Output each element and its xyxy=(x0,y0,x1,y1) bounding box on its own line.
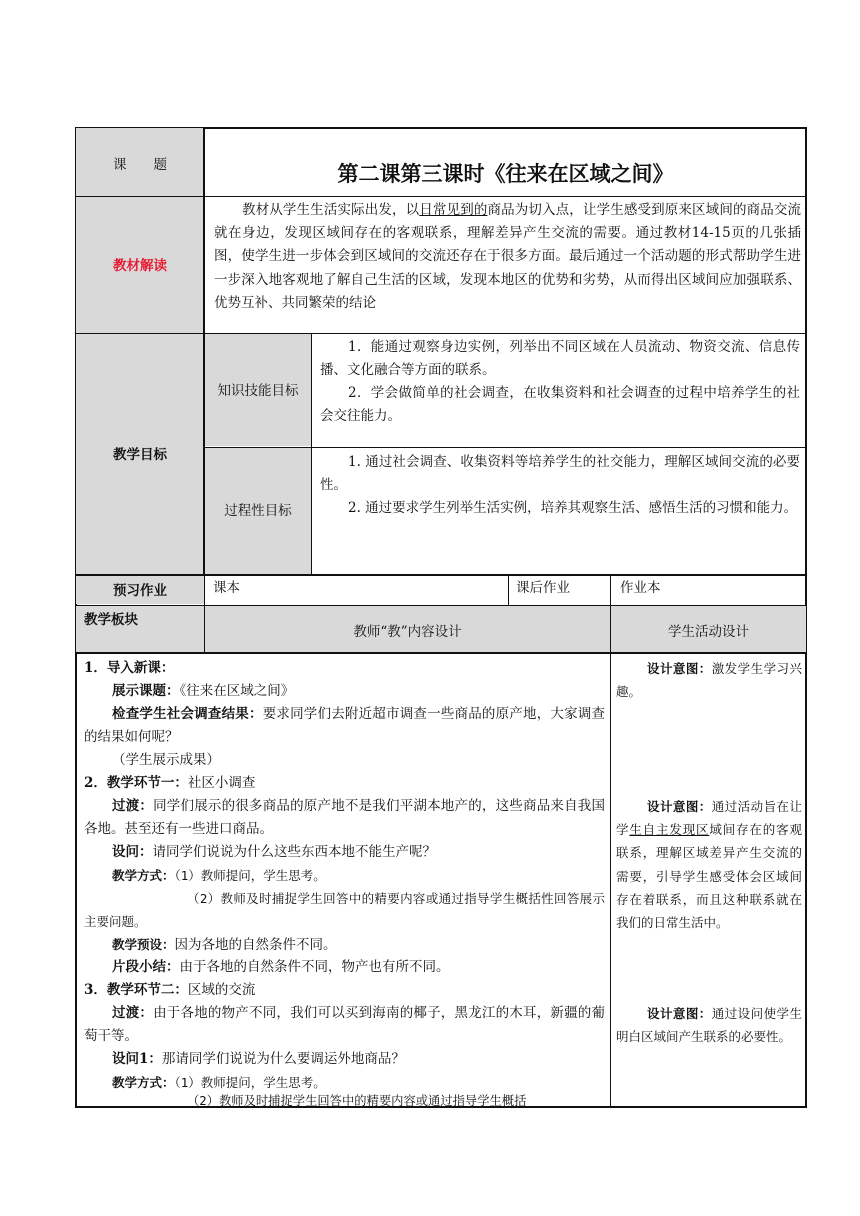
student-column-header: 学生活动设计 xyxy=(668,624,749,640)
section-3-heading: 3．教学环节二：区域的交流 xyxy=(84,982,256,998)
after-class-value: 作业本 xyxy=(620,580,661,596)
teacher-column-header: 教师“教”内容设计 xyxy=(353,624,462,640)
section-2-preset: 教学预设：因为各地的自然条件不同。 xyxy=(112,937,337,953)
show-topic-line: 展示课题：《往来在区域之间》 xyxy=(112,683,295,699)
section-2-heading: 2．教学环节一：社区小调查 xyxy=(84,775,256,791)
section-2-method: 教学方式：（1）教师提问，学生思考。 xyxy=(112,868,326,883)
objectives-label: 教学目标 xyxy=(113,447,167,463)
process-goal-2: 2. 通过要求学生列举生活实例，培养其观察生活、感悟生活的习惯和能力。 xyxy=(348,500,798,516)
preview-value: 课本 xyxy=(213,580,240,596)
rule xyxy=(204,447,807,448)
design-intent-1: 设计意图：激发学生学习兴趣。 xyxy=(616,661,802,700)
rule xyxy=(508,574,509,605)
check-survey-text: 检查学生社会调查结果：要求同学们去附近超市调查一些商品的原产地，大家调查的结果如何呢？ xyxy=(84,706,606,746)
textbook-text: 教材从学生生活实际出发，以日常见到的商品为切入点，让学生感受到原来区域间的商品交流就在身边，发现区域间存在的客观联系，理解差异产生交流的需要。通过教材14-15页的几张插图，使学生进一步体会到区域间的交流还存在于很多方面。最后通过一个活动题的形式帮助学生进一步深入地客观地了解自己生活的区域，发现本地区的优势和劣势，从而得出区域间应加强联系、优势互补、共同繁荣的结论 xyxy=(214,202,802,311)
knowledge-label: 知识技能目标 xyxy=(217,383,299,399)
knowledge-goal-1: 1．能通过观察身边实例，列举出不同区域在人员流动、物资交流、信息传播、文化融合等方面的联系。 xyxy=(320,339,800,379)
topic-label: 课 题 xyxy=(113,157,167,173)
section-3-method-2: （2）教师及时捕捉学生回答中的精要内容或通过指导学生概括 xyxy=(187,1094,527,1108)
rule xyxy=(75,574,807,576)
section-3-method: 教学方式：（1）教师提问，学生思考。 xyxy=(112,1075,326,1090)
page-title: 第二课第三课时《往来在区域之间》 xyxy=(337,162,674,186)
rule xyxy=(610,574,611,1108)
after-class-label: 课后作业 xyxy=(516,580,570,596)
section-2-question: 设问：请同学们说说为什么这些东西本地不能生产呢？ xyxy=(112,844,436,860)
textbook-label: 教材解读 xyxy=(113,258,167,274)
section-1-heading: 1．导入新课： xyxy=(84,660,175,676)
rule xyxy=(75,333,807,334)
section-2-method-2: （2）教师及时捕捉学生回答中的精要内容或通过指导学生概括性回答展示主要问题。 xyxy=(84,891,605,930)
section-3-question: 设问1：那请同学们说说为什么要调运外地商品？ xyxy=(112,1051,405,1067)
design-intent-3: 设计意图：通过设问使学生明白区域间产生联系的必要性。 xyxy=(616,1006,802,1045)
process-goal-1: 1. 通过社会调查、收集资料等培养学生的社交能力，理解区域间交流的必要性。 xyxy=(320,454,800,494)
section-2-summary: 片段小结：由于各地的自然条件不同，物产也有所不同。 xyxy=(112,959,450,975)
rule xyxy=(75,652,807,654)
block-label: 教学板块 xyxy=(84,612,138,628)
design-intent-2: 设计意图：通过活动旨在让学生自主发现区域间存在的客观联系，理解区域差异产生交流的需要，引导学生感受体会区域间存在着联系，而且这种联系就在我们的日常生活中。 xyxy=(616,799,802,931)
rule xyxy=(75,605,807,606)
knowledge-goal-2: 2．学会做简单的社会调查，在收集资料和社会调查的过程中培养学生的社会交往能力。 xyxy=(320,385,800,425)
student-show-note: （学生展示成果） xyxy=(112,752,220,768)
rule xyxy=(311,333,312,574)
section-3-transition: 过渡：由于各地的物产不同，我们可以买到海南的椰子，黑龙江的木耳，新疆的葡萄干等。 xyxy=(84,1005,606,1045)
process-label: 过程性目标 xyxy=(224,503,292,519)
rule xyxy=(75,196,807,197)
preview-label: 预习作业 xyxy=(113,583,167,599)
section-2-transition: 过渡：同学们展示的很多商品的原产地不是我们平湖本地产的，这些商品来自我国各地。甚至还有一些进口商品。 xyxy=(84,798,606,838)
